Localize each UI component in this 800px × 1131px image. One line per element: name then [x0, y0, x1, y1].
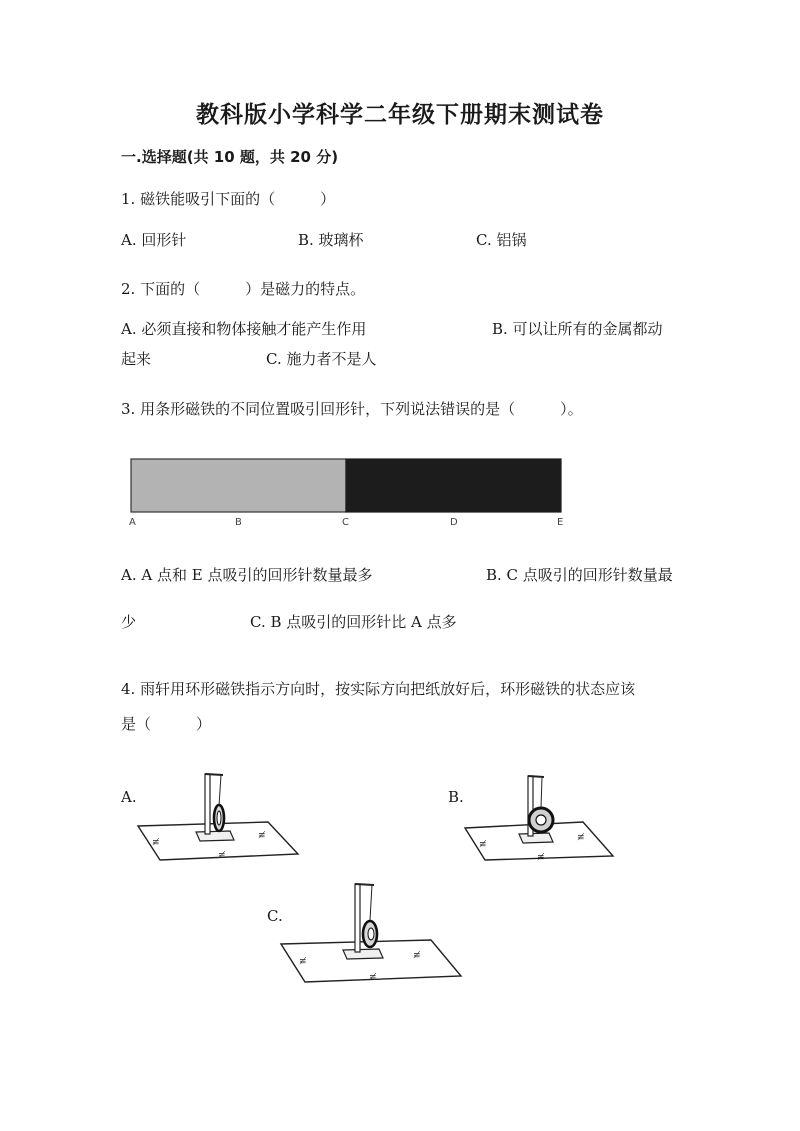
magnet-right-half — [346, 459, 561, 512]
q2-option-b: B. 可以让所有的金属都动 — [492, 320, 663, 338]
magnet-label-e: E — [557, 517, 564, 528]
q3-option-b: B. C 点吸引的回形针数量最 — [486, 566, 673, 584]
q3-option-a: A. A 点和 E 点吸引的回形针数量最多 — [121, 566, 373, 584]
question-4-stem-line1: 4. 雨轩用环形磁铁指示方向时，按实际方向把纸放好后，环形磁铁的状态应该 — [121, 680, 636, 698]
paper-mark-bottom: ≢ — [537, 853, 545, 863]
q1-option-a: A. 回形针 — [121, 231, 187, 249]
paper-mark-right: ≢ — [413, 951, 421, 961]
ring-magnet-figure-b — [465, 770, 615, 868]
ring-magnet-hole — [217, 811, 221, 825]
q3-option-b-continued: 少 — [121, 613, 137, 631]
paper-mark-right: ≢ — [577, 833, 585, 843]
section-heading: 一.选择题(共 10 题，共 20 分) — [121, 148, 339, 166]
question-1-stem: 1. 磁铁能吸引下面的（ ） — [121, 190, 336, 208]
stand-base — [343, 949, 383, 959]
question-2-stem: 2. 下面的（ ）是磁力的特点。 — [121, 280, 366, 298]
q4-option-b-label: B. — [448, 788, 464, 806]
q1-option-c: C. 铝锅 — [476, 231, 527, 249]
q4-option-c-label: C. — [267, 907, 283, 925]
q1-option-b: B. 玻璃杯 — [298, 231, 364, 249]
stand-arm — [355, 884, 374, 885]
stand-base — [519, 833, 553, 843]
question-3-stem: 3. 用条形磁铁的不同位置吸引回形针，下列说法错误的是（ ）。 — [121, 400, 583, 418]
magnet-label-a: A — [129, 517, 136, 528]
q2-option-b-continued: 起来 — [121, 350, 152, 368]
question-4-stem-line2: 是（ ） — [121, 715, 212, 733]
stand-post — [355, 884, 360, 952]
ring-magnet-hole — [368, 928, 374, 940]
paper-mark-right: ≢ — [258, 831, 266, 841]
stand-arm — [528, 776, 544, 777]
paper-mark-bottom: ≢ — [369, 973, 377, 983]
q2-option-a: A. 必须直接和物体接触才能产生作用 — [121, 320, 367, 338]
paper-mark-left: ≢ — [299, 957, 307, 967]
magnet-label-b: B — [235, 517, 242, 528]
hanging-thread — [219, 775, 221, 806]
stand-post — [205, 774, 210, 834]
hanging-thread — [541, 777, 542, 808]
magnet-left-half — [131, 459, 346, 512]
ring-magnet-figure-a — [138, 770, 303, 868]
q4-option-a-label: A. — [121, 788, 137, 806]
q3-option-c: C. B 点吸引的回形针比 A 点多 — [250, 613, 457, 631]
ring-magnet-hole — [536, 815, 546, 825]
paper-mark-left: ≢ — [479, 840, 487, 850]
ring-magnet-figure-c — [281, 880, 466, 988]
magnet-label-c: C — [342, 517, 349, 528]
stand-arm — [205, 774, 223, 775]
stand-base — [196, 831, 234, 841]
q2-option-c: C. 施力者不是人 — [266, 350, 377, 368]
page-title: 教科版小学科学二年级下册期末测试卷 — [196, 102, 604, 128]
paper-mark-left: ≢ — [152, 838, 160, 848]
bar-magnet-figure — [124, 452, 572, 532]
hanging-thread — [370, 885, 372, 920]
paper-mark-bottom: ≢ — [218, 851, 226, 861]
magnet-label-d: D — [450, 517, 458, 528]
